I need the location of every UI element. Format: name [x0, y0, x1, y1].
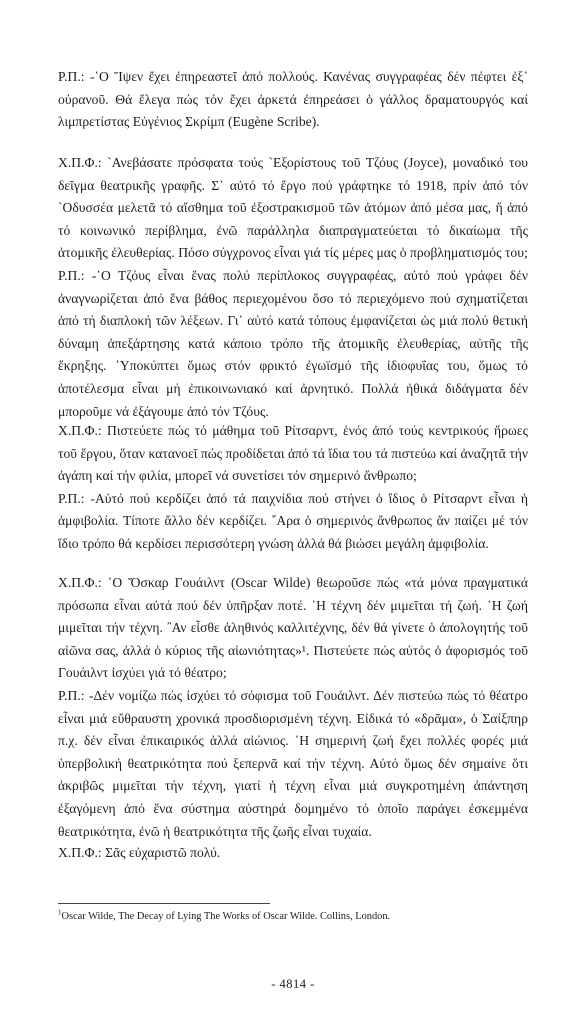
speaker-label: Χ.Π.Φ.: — [58, 575, 102, 590]
answer-text: -῾Ο Τζόυς εἶναι ἕνας πολύ περίπλοκος συγγραφέας, αὐτό πού γράφει δέν ἀναγνωρίζεται ἀπό ἕνα βάθος περιεχομένου ὅσο τό περιεχόμενο πού σχηματίζεται ἀπό τή διαπλοκή τῶν λέξεων. Γι᾿ αὐτό κατά τόπους ἐμφανίζεται ὡς μιά πολύ θετική δύναμη ἀπεξάρτησης κατά κάποιο τρόπο τῆς ἀτομικῆς ἐλευθερίας, αὐτῆς τῆς ἔκρηξης. ῾Υποκύπτει ὅμως στόν φρικτό ἐγωϊσμό τῆς ἰδιοφυΐας του, ὅμως τό ἀποτέλεσμα εἶναι μή ἐπικοινωνιακό καί ἀρνητικό. Πολλά ἠθικά διδάγματα δέν μποροῦμε νά ἐξάγουμε ἀπό τόν Τζόυς. — [58, 267, 528, 419]
question-paragraph — [58, 420, 528, 488]
question-text: `Ανεβάσατε πρόσφατα τούς `Εξορίστους τοῦ Τζόυς (Joyce), μοναδικό του δεῖγμα θεατρικῆς γραφῆς. Σ᾿ αὐτό τό ἔργο πού γράφτηκε τό 1918, πρίν ἀπό τόν `Οδυσσέα μελετᾶ τό αἴσθημα τοῦ ἐξοστρακισμοῦ τῶν ἀτόμων ἀπό μέσα μας, ἤ ἀπό τό κοινωνικό περίβλημα, ἐνῶ παράλληλα διαπραγματεύεται τό δικαίωμα τῆς ἀτομικῆς ἐλευθερίας. Πόσο σύγχρονος εἶναι γιά τίς μέρες μας ὁ προβληματισμός του; — [58, 155, 529, 261]
question-text: Πιστεύετε πώς τό μάθημα τοῦ Ρίτσαρντ, ἑνός ἀπό τούς κεντρικούς ἥρωες τοῦ ἔργου, ὅταν κατανοεῖ πώς προδίδεται ἀπό τά ἴδια του τά πιστεύω καί ἀναζητᾶ τήν ἀγάπη καί τήν φιλία, μπορεῖ νά συνετίσει τόν σημερινό ἄνθρωπο; — [58, 423, 528, 484]
answer-text: -Δέν νομίζω πώς ἰσχύει τό σόφισμα τοῦ Γουάιλντ. Δέν πιστεύω πώς τό θέατρο εἶναι μιά εὔθραυστη χρονικά προσδιορισμένη τέχνη. Εἰδικά τό «δρᾶμα», ὁ Σαίξπηρ π.χ. δέν εἶναι ἐπικαιρικός ἀλλά αἰώνιος. ῾Η σημερινή ζωή ἔχει πολλές φορές μιά ὑπερβολική θεατρικότητα πού ξεπερνᾶ καί τήν τέχνη. Αὐτό ὅμως δέν σημαίνε ὅτι ἀκριβῶς μιμεῖται τήν τέχνη, γιατί ἡ τέχνη εἶναι μιά συγκροτημένη ἀπάντηση ἐξαγόμενη ἀπό ἕνα σύστημα αὐστηρά δομημένο τό ὁποῖο παράγει ἐσκεμμένα θεατρικότητα, ἐνῶ ἡ θεατρικότητα τῆς ζωῆς εἶναι τυχαία. — [58, 687, 529, 839]
answer-text: -῾Ο Ἴψεν ἔχει ἐπηρεαστεῖ ἀπό πολλούς. Κανένας συγγραφέας δέν πέφτει ἐξ᾿ οὐρανοῦ. Θά ἔλεγα πώς τόν ἔχει ἀρκετά ἐπηρεάσει ὁ γάλλος δραματουργός καί λιμπρετίστας Εὐγένιος Σκρίμπ (Eugène Scribe). — [58, 69, 528, 130]
answer-paragraph — [58, 66, 528, 134]
footnote-text: Oscar Wilde, The Decay of Lying The Works of Oscar Wilde. Collins, London. — [61, 911, 391, 922]
exchange-2 — [58, 152, 528, 438]
speaker-label: Ρ.Π.: — [58, 687, 85, 703]
speaker-label: Χ.Π.Φ.: — [58, 423, 102, 438]
footnote-divider — [58, 903, 270, 904]
question-text: ῾Ο Ὄσκαρ Γουάιλντ (Oscar Wilde) θεωροῦσε πώς «τά μόνα πραγματικά πρόσωπα εἶναι αὐτά πού δέν ὑπῆρξαν ποτέ. ῾Η τέχνη δέν μιμεῖται τή ζωή. ῾Η ζωή μιμεῖται τήν τέχνη. ῍Αν εἶσθε ἀληθινός καλλιτέχνης, δέν θά γίνετε ὁ ἀπολογητής τοῦ αἰῶνα σας, ἀλλά ὁ κύριος τῆς αἰωνιότητας»¹. Πιστεύετε πώς αὐτός ὁ ἀφορισμός τοῦ Γουάιλντ ἰσχύει γιά τό θέατρο; — [58, 575, 529, 681]
exchange-3 — [58, 420, 528, 571]
page-number: - 4814 - — [271, 977, 315, 991]
speaker-label: Χ.Π.Φ.: — [58, 155, 102, 170]
footnote — [58, 910, 528, 924]
speaker-label: Χ.Π.Φ.: — [58, 845, 102, 860]
answer-paragraph — [58, 685, 528, 843]
footnote-marker: 1 — [58, 908, 62, 917]
answer-paragraph — [58, 488, 528, 556]
exchange-5 — [58, 842, 528, 880]
exchange-1 — [58, 66, 528, 149]
answer-paragraph — [58, 265, 528, 423]
speaker-label: Ρ.Π.: — [58, 490, 85, 506]
speaker-label: Ρ.Π.: — [58, 267, 85, 283]
question-paragraph — [58, 572, 528, 685]
question-paragraph — [58, 152, 528, 265]
question-text: Σᾶς εὐχαριστῶ πολύ. — [105, 845, 221, 860]
answer-text: -Αὐτό πού κερδίζει ἀπό τά παιχνίδια πού στήνει ὁ ἴδιος ὁ Ρίτσαρντ εἶναι ἡ ἀμφιβολία. Τίποτε ἄλλο δέν κερδίζει. ῎Αρα ὁ σημερινός ἄνθρωπος ἄν παίζει μέ τόν ἴδιο τρόπο θά κερδίσει περισσότερη γνώση ἀλλά θά βιώσει μεγάλη ἀμφιβολία. — [58, 490, 529, 551]
exchange-4 — [58, 572, 528, 858]
question-paragraph — [58, 842, 528, 865]
speaker-label: Ρ.Π.: — [58, 69, 85, 84]
